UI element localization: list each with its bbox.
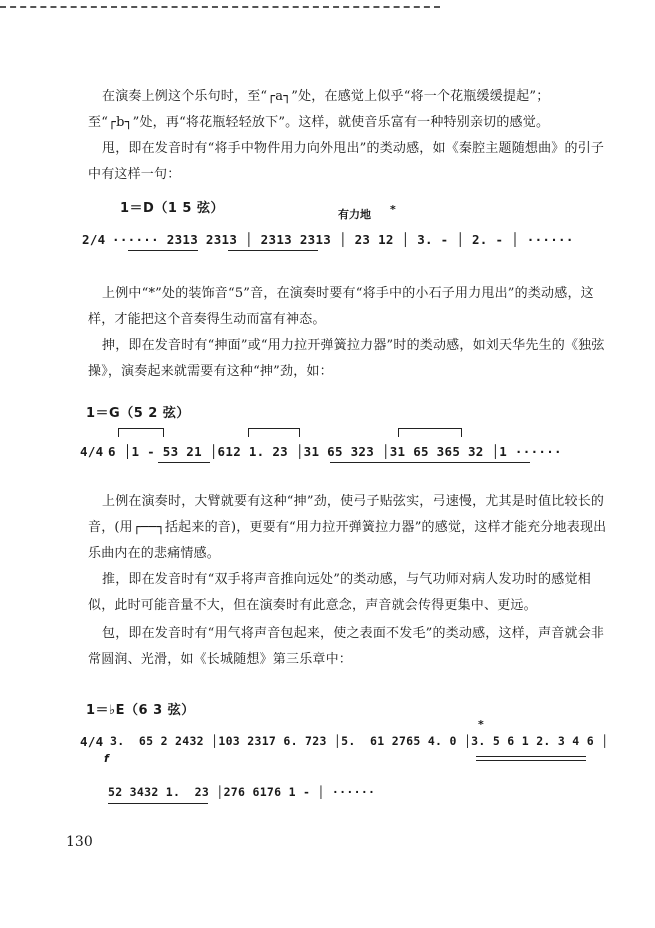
example-2-bracket bbox=[118, 428, 164, 437]
example-3-crescendo-lines bbox=[476, 756, 586, 761]
paragraph-5-text: 上例在演奏时，大臂就要有这种“抻”劲，使弓子贴弦实，弓速慢，尤其是时值比较长的音，(用┌──┐括起来的音)，更要有“用力拉开弹簧拉力器”的感觉，这样才能充分地表现出乐曲内在的悲痛情感。 bbox=[88, 494, 607, 561]
paragraph-6 bbox=[88, 567, 608, 619]
example-2-beam bbox=[330, 462, 530, 463]
example-1-time-signature: 2/4 bbox=[82, 232, 106, 247]
example-2-bracket bbox=[398, 428, 462, 437]
example-3-dynamic-mark: f bbox=[104, 752, 109, 765]
paragraph-3 bbox=[88, 281, 608, 333]
example-3-beam bbox=[108, 803, 208, 804]
example-2-bracket bbox=[248, 428, 300, 437]
paragraph-7-text: 包，即在发音时有“用气将声音包起来，使之表面不发毛”的类动感，这样，声音就会非常圆润、光滑，如《长城随想》第三乐章中： bbox=[88, 626, 605, 667]
example-1-beam bbox=[228, 250, 318, 251]
paragraph-7 bbox=[88, 621, 608, 673]
example-1-star-mark: * bbox=[390, 203, 396, 216]
example-2-time-signature: 4/4 bbox=[80, 444, 104, 459]
example-1-notation: ······ 2313 2313 │ 2313 2313 │ 23 12 │ 3. - │ 2. - │ ······ bbox=[112, 232, 574, 247]
paragraph-5 bbox=[88, 489, 608, 567]
top-dashed-rule bbox=[0, 6, 440, 8]
example-3-notation-line-1: 3. 65 2 2432 │103 2317 6. 723 │5. 61 2765 4. 0 │3. 5 6 1 2. 3 4 6 │ bbox=[110, 734, 609, 748]
paragraph-6-text: 推，即在发音时有“双手将声音推向远处”的类动感，与气功师对病人发功时的感觉相似，此时可能音量不大，但在演奏时有此意念，声音就会传得更集中、更远。 bbox=[88, 572, 591, 613]
example-1-expression-mark: 有力地 bbox=[338, 208, 371, 221]
example-2-key: 1＝G（5 2 弦） bbox=[86, 406, 190, 421]
example-1-beam bbox=[128, 250, 198, 251]
paragraph-2 bbox=[88, 136, 608, 188]
paragraph-1 bbox=[88, 84, 608, 136]
example-3-star-mark: * bbox=[478, 718, 484, 731]
example-2-beam bbox=[158, 462, 210, 463]
example-2-notation: 6 │1 - 53 21 │612 1. 23 │31 65 323 │31 65 365 32 │1 ······ bbox=[108, 444, 562, 459]
example-3-time-signature: 4/4 bbox=[80, 734, 104, 749]
paragraph-4 bbox=[88, 333, 608, 385]
example-3-notation-line-2: 52 3432 1. 23 │276 6176 1 - │ ······ bbox=[108, 785, 376, 799]
paragraph-2-text: 甩，即在发音时有“将手中物件用力向外甩出”的类动感，如《秦腔主题随想曲》的引子中有这样一句： bbox=[88, 141, 605, 182]
paragraph-1-text: 在演奏上例这个乐句时，至“┌a┐”处，在感觉上似乎“将一个花瓶缓缓提起”；至“┌b┐”处，再“将花瓶轻轻放下”。这样，就使音乐富有一种特别亲切的感觉。 bbox=[88, 89, 550, 130]
paragraph-4-text: 抻，即在发音时有“抻面”或“用力拉开弹簧拉力器”时的类动感，如刘天华先生的《独弦操》，演奏起来就需要有这种“抻”劲，如： bbox=[88, 338, 605, 379]
example-3-key: 1＝♭E（6 3 弦） bbox=[86, 703, 195, 718]
example-1-key: 1＝D（1 5 弦） bbox=[120, 201, 224, 216]
paragraph-3-text: 上例中“*”处的装饰音“5”音，在演奏时要有“将手中的小石子用力甩出”的类动感，这样，才能把这个音奏得生动而富有神态。 bbox=[88, 286, 594, 327]
page-number: 130 bbox=[66, 834, 93, 850]
